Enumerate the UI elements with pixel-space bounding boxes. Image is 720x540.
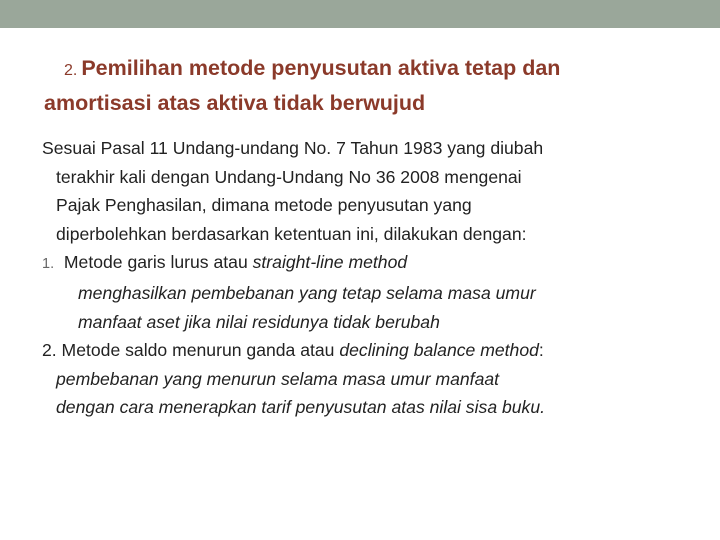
header-band <box>0 0 720 28</box>
item1-desc-2: manfaat aset jika nilai residunya tidak berubah <box>78 311 440 332</box>
title-text-1: Pemilihan metode penyusutan aktiva tetap dan <box>81 56 561 80</box>
item2-desc-2: dengan cara menerapkan tarif penyusutan atas nilai sisa buku. <box>56 397 546 418</box>
list-marker-1: 1. <box>42 256 55 273</box>
item1-term: straight-line method <box>252 252 408 273</box>
title-line-2: amortisasi atas aktiva tidak berwujud <box>44 91 426 115</box>
para1-line-4: diperbolehkan berdasarkan ketentuan ini, dilakukan dengan: <box>56 223 527 244</box>
slide-body <box>42 134 692 422</box>
title-number: 2. <box>64 62 78 79</box>
slide-title <box>44 52 684 119</box>
para1-line-1: Sesuai Pasal 11 Undang-undang No. 7 Tahun 1983 yang diubah <box>42 138 544 158</box>
title-line-1 <box>44 52 684 87</box>
item1-lead: Metode garis lurus atau <box>63 252 253 273</box>
list-item-2 <box>42 336 692 365</box>
item1-desc-1: menghasilkan pembebanan yang tetap selama masa umur <box>78 282 536 303</box>
item2-colon: : <box>538 340 544 361</box>
item2-term: declining balance method <box>339 340 539 361</box>
para1-line-3: Pajak Penghasilan, dimana metode penyusutan yang <box>56 195 472 216</box>
list-item-1 <box>42 248 692 279</box>
item2-lead: 2. Metode saldo menurun ganda atau <box>42 340 340 361</box>
item2-desc-1: pembebanan yang menurun selama masa umur manfaat <box>56 368 500 389</box>
para1-line-2: terakhir kali dengan Undang-Undang No 36 2008 mengenai <box>56 166 522 187</box>
